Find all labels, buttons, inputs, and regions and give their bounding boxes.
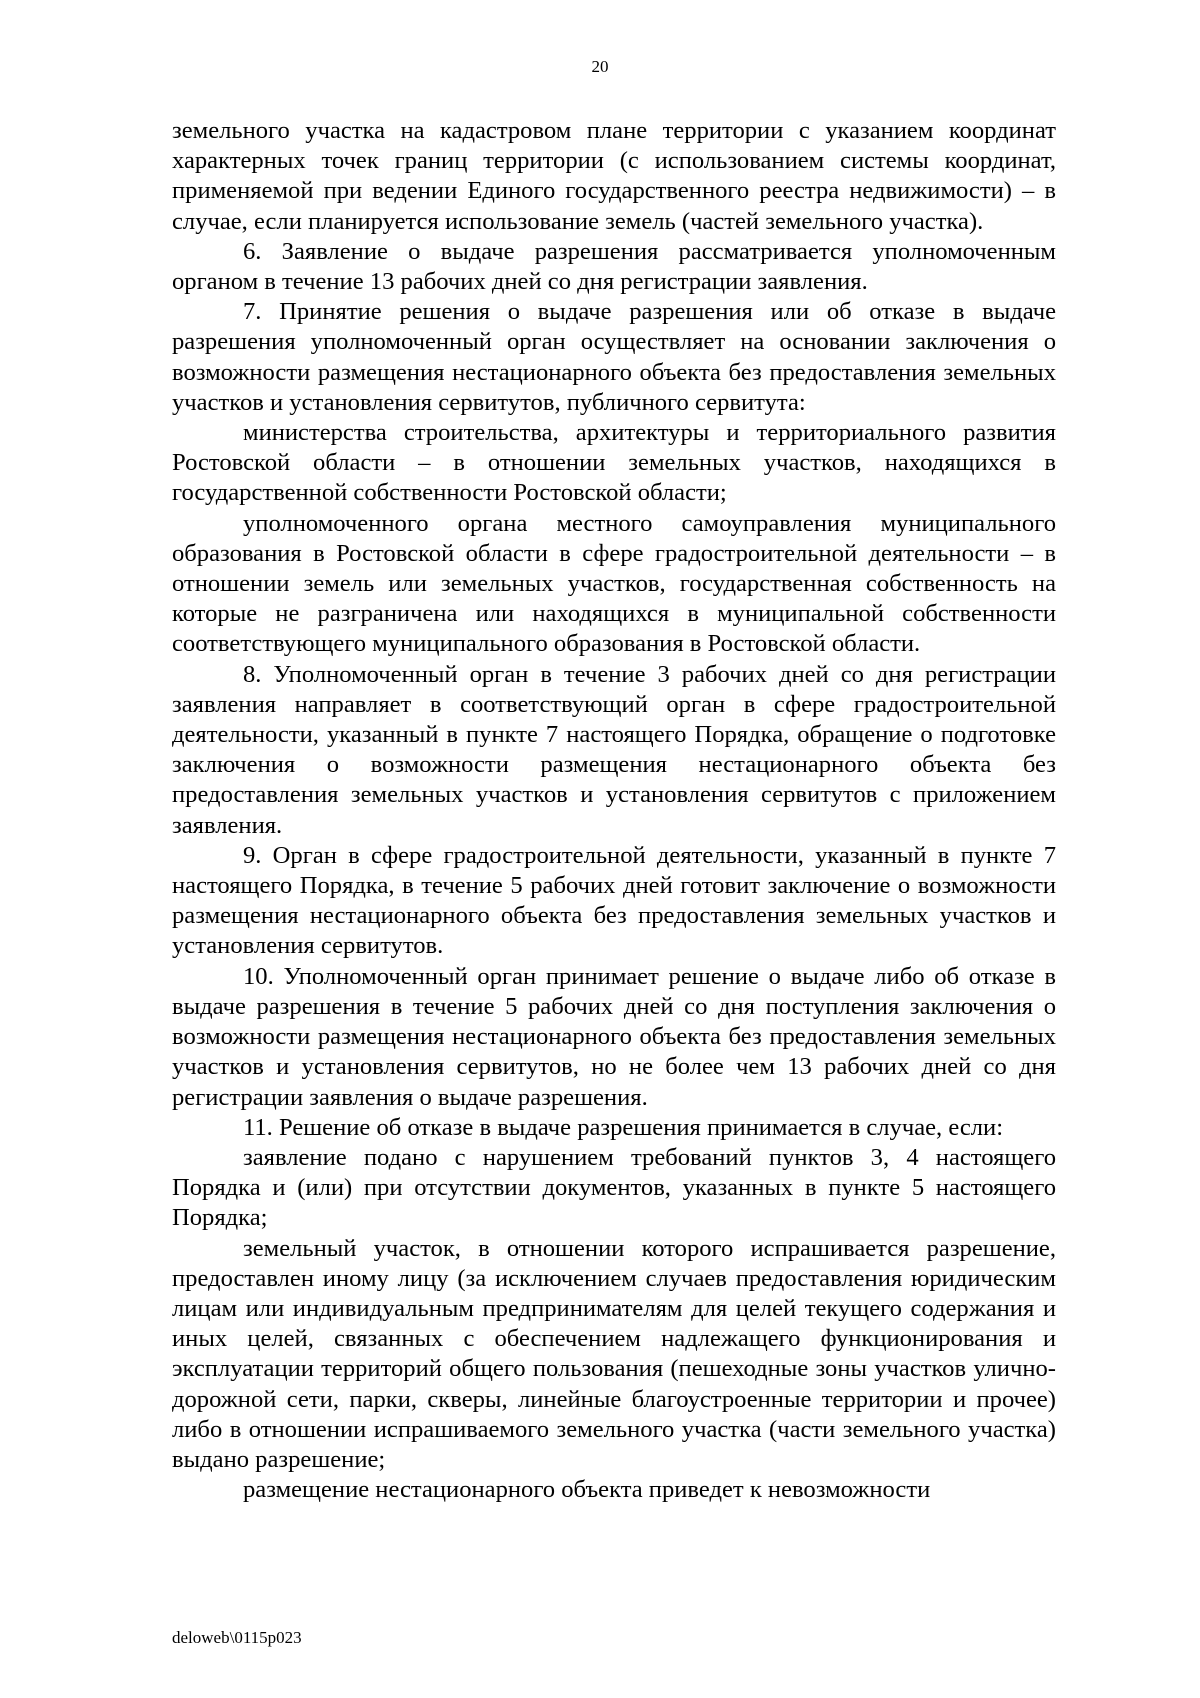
paragraph-item-10: 10. Уполномоченный орган принимает решение о выдаче либо об отказе в выдаче разрешения в течение 5 рабочих дней со дня поступления заключения о возможности размещения нестационарного объекта без предоставления земельных участков и установления сервитутов, но не более чем 13 рабочих дней со дня регистрации заявления о выдаче разрешения. [172, 962, 1056, 1111]
paragraph-item-8: 8. Уполномоченный орган в течение 3 рабочих дней со дня регистрации заявления направляет в соответствующий орган в сфере градостроительной деятельности, указанный в пункте 7 настоящего Порядка, обращение о подготовке заключения о возможности размещения нестационарного объекта без предоставления земельных участков и установления сервитутов с приложением заявления. [172, 660, 1056, 839]
paragraph-item-11-reason-3: размещение нестационарного объекта приведет к невозможности [243, 1476, 931, 1504]
page-number: 20 [591, 57, 609, 76]
paragraph-item-11-reason-2: земельный участок, в отношении которого испрашивается разрешение, предоставлен иному лицу (за исключением случаев предоставления юридическим лицам или индивидуальным предпринимателям для целей текущего содержания и иных целей, связанных с обеспечением надлежащего функционирования и эксплуатации территорий общего пользования (пешеходные зоны участков улично-дорожной сети, парки, скверы, линейные благоустроенные территории и прочее) либо в отношении испрашиваемого земельного участка (части земельного участка) выдано разрешение; [172, 1234, 1056, 1473]
footer-document-code: deloweb\0115p023 [172, 1628, 302, 1647]
paragraph-item-9: 9. Орган в сфере градостроительной деятельности, указанный в пункте 7 настоящего Порядка, в течение 5 рабочих дней готовит заключение о возможности размещения нестационарного объекта без предоставления земельных участков и установления сервитутов. [172, 841, 1056, 960]
paragraph-item-7: 7. Принятие решения о выдаче разрешения или об отказе в выдаче разрешения уполномоченный орган осуществляет на основании заключения о возможности размещения нестационарного объекта без предоставления земельных участков и установления сервитутов, публичного сервитута: [172, 298, 1056, 416]
document-body [172, 116, 1056, 1505]
paragraph-continuation: земельного участка на кадастровом плане территории с указанием координат характерных точек границ территории (с использованием системы координат, применяемой при ведении Единого государственного реестра недвижимости) – в случае, если планируется использование земель (частей земельного участка). [172, 117, 1056, 235]
paragraph-item-7-local-authority: уполномоченного органа местного самоуправления муниципального образования в Ростовской области в сфере градостроительной деятельности – в отношении земель или земельных участков, государственная собственность на которые не разграничена или находящихся в муниципальной собственности соответствующего муниципального образования в Ростовской области. [172, 509, 1056, 658]
paragraph-item-11: 11. Решение об отказе в выдаче разрешения принимается в случае, если: [243, 1113, 1004, 1141]
paragraph-item-7-ministry: министерства строительства, архитектуры и территориального развития Ростовской области – в отношении земельных участков, находящихся в государственной собственности Ростовской области; [172, 419, 1056, 507]
paragraph-item-11-reason-1: заявление подано с нарушением требований пунктов 3, 4 настоящего Порядка и (или) при отсутствии документов, указанных в пункте 5 настоящего Порядка; [172, 1143, 1056, 1232]
paragraph-item-6: 6. Заявление о выдаче разрешения рассматривается уполномоченным органом в течение 13 рабочих дней со дня регистрации заявления. [172, 237, 1056, 296]
